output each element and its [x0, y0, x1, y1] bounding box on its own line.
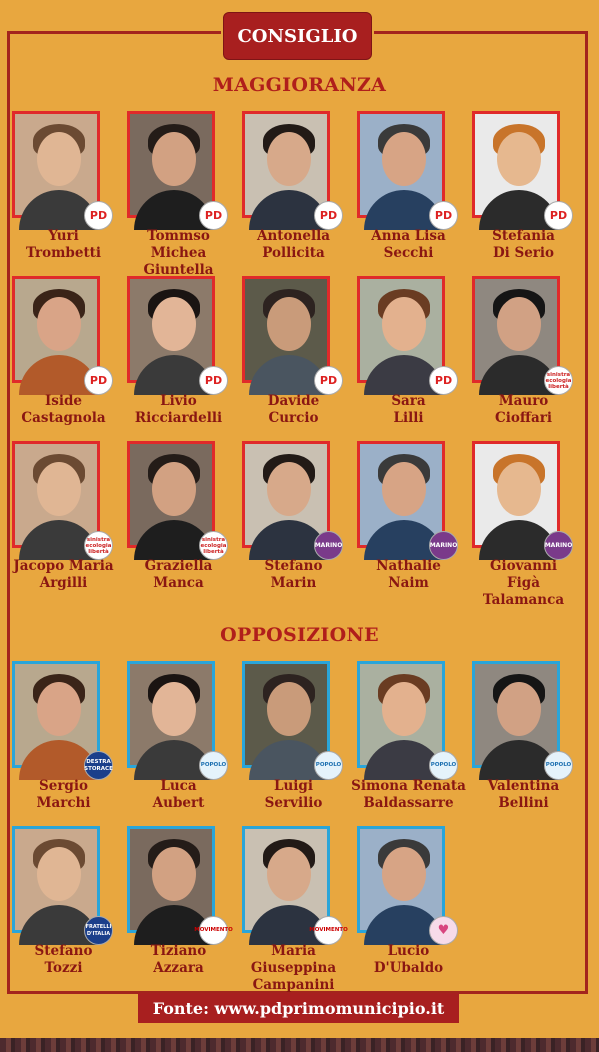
majority-member-card: [351, 276, 466, 426]
member-last-name: Baldassarre: [363, 795, 454, 811]
member-first-name: Maria Giuseppina: [250, 943, 337, 976]
portrait-photo: [242, 111, 330, 218]
opposition-member-card: [351, 661, 466, 811]
member-last-name: Aubert: [152, 795, 205, 811]
member-last-name: Azzara: [153, 960, 204, 976]
party-logo-icon: MARINO: [314, 531, 343, 560]
party-logo-icon: POPOLO: [314, 751, 343, 780]
member-last-name: Marin: [270, 575, 317, 591]
member-name: [121, 393, 236, 427]
party-logo-icon: POPOLO: [544, 751, 573, 780]
party-logo-icon: PD: [84, 366, 113, 395]
majority-member-card: [351, 111, 466, 261]
party-logo-icon: PD: [429, 366, 458, 395]
opposition-member-card: [236, 826, 351, 993]
source-footer: Fonte: www.pdprimomunicipio.it: [138, 993, 459, 1023]
member-last-name: Argilli: [39, 575, 88, 591]
majority-member-card: [6, 276, 121, 426]
member-name: [6, 778, 121, 812]
member-first-name: Nathalie: [376, 558, 441, 574]
party-logo-icon: sinistra ecologia libertà: [544, 366, 573, 395]
member-name: [121, 228, 236, 279]
member-last-name: Servilio: [264, 795, 323, 811]
member-first-name: Sara: [391, 393, 426, 409]
member-name: [466, 778, 581, 812]
portrait-photo: [357, 661, 445, 768]
portrait-photo: [472, 111, 560, 218]
member-last-name: Michea Giuntella: [143, 245, 214, 278]
member-last-name: Trombetti: [25, 245, 102, 261]
portrait-photo: [357, 111, 445, 218]
party-logo-icon: PD: [199, 366, 228, 395]
majority-member-card: [121, 276, 236, 426]
member-last-name: Ricciardelli: [134, 410, 223, 426]
member-name: [121, 778, 236, 812]
member-first-name: Iside: [44, 393, 83, 409]
portrait-photo: [357, 276, 445, 383]
portrait-photo: [242, 826, 330, 933]
member-first-name: Antonella: [257, 228, 330, 244]
party-logo-icon: FRATELLI D'ITALIA: [84, 916, 113, 945]
member-first-name: Stefano: [264, 558, 323, 574]
member-first-name: Jacopo Maria: [13, 558, 114, 574]
member-last-name: Campanini: [252, 977, 335, 993]
member-last-name: Castagnola: [21, 410, 106, 426]
party-logo-icon: PD: [314, 366, 343, 395]
member-first-name: Sergio: [38, 778, 89, 794]
opposition-member-card: [466, 661, 581, 811]
member-last-name: Di Serio: [492, 245, 555, 261]
party-logo-icon: PD: [314, 201, 343, 230]
portrait-photo: [357, 826, 445, 933]
member-name: [6, 228, 121, 262]
majority-member-card: [6, 111, 121, 261]
party-logo-icon: sinistra ecologia libertà: [199, 531, 228, 560]
opposition-member-card: [121, 661, 236, 811]
decorative-strip: [0, 1038, 599, 1052]
member-last-name: Naim: [388, 575, 429, 591]
member-name: [351, 393, 466, 427]
member-name: [236, 228, 351, 262]
portrait-photo: [127, 661, 215, 768]
member-first-name: Luca: [160, 778, 197, 794]
opposition-member-card: [351, 826, 466, 976]
opposition-member-card: [236, 661, 351, 811]
party-logo-icon: PD: [84, 201, 113, 230]
portrait-photo: [472, 661, 560, 768]
member-first-name: Livio: [160, 393, 197, 409]
majority-member-card: [236, 111, 351, 261]
member-name: [236, 558, 351, 592]
member-name: [6, 558, 121, 592]
portrait-photo: [242, 276, 330, 383]
member-last-name: Figà Talamanca: [482, 575, 565, 608]
portrait-photo: [12, 826, 100, 933]
member-name: [236, 943, 351, 994]
portrait-photo: [12, 441, 100, 548]
member-first-name: Stefania: [492, 228, 555, 244]
party-logo-icon: POPOLO: [199, 751, 228, 780]
member-last-name: Secchi: [383, 245, 434, 261]
member-name: [236, 393, 351, 427]
majority-member-card: [236, 276, 351, 426]
member-last-name: Marchi: [36, 795, 91, 811]
member-name: [121, 943, 236, 977]
member-last-name: Curcio: [268, 410, 319, 426]
member-last-name: Manca: [153, 575, 204, 591]
party-logo-icon: ♥: [429, 916, 458, 945]
member-first-name: Stefano: [34, 943, 93, 959]
majority-member-card: [351, 441, 466, 591]
portrait-photo: [12, 661, 100, 768]
member-last-name: Bellini: [498, 795, 549, 811]
portrait-photo: [242, 441, 330, 548]
party-logo-icon: MARINO: [429, 531, 458, 560]
member-name: [351, 778, 466, 812]
page-title: CONSIGLIO: [223, 12, 372, 60]
party-logo-icon: PD: [199, 201, 228, 230]
portrait-photo: [472, 276, 560, 383]
party-logo-icon: PD: [544, 201, 573, 230]
portrait-photo: [127, 826, 215, 933]
opposition-member-card: [6, 661, 121, 811]
opposition-heading: OPPOSIZIONE: [220, 624, 379, 646]
member-first-name: Giovanni: [489, 558, 557, 574]
member-first-name: Simona Renata: [351, 778, 466, 794]
majority-member-card: [6, 441, 121, 591]
party-logo-icon: POPOLO: [429, 751, 458, 780]
majority-member-card: [121, 441, 236, 591]
member-first-name: Graziella: [144, 558, 213, 574]
member-name: [466, 558, 581, 609]
majority-member-card: [236, 441, 351, 591]
member-name: [6, 943, 121, 977]
member-name: [351, 943, 466, 977]
member-first-name: Tiziano: [150, 943, 207, 959]
portrait-photo: [127, 441, 215, 548]
member-first-name: Tommso: [147, 228, 210, 244]
member-first-name: Mauro: [498, 393, 549, 409]
member-last-name: D'Ubaldo: [373, 960, 444, 976]
portrait-photo: [127, 111, 215, 218]
portrait-photo: [472, 441, 560, 548]
member-name: [466, 228, 581, 262]
opposition-member-card: [6, 826, 121, 976]
portrait-photo: [12, 276, 100, 383]
majority-member-card: [121, 111, 236, 278]
member-first-name: Valentina: [487, 778, 560, 794]
member-last-name: Cioffari: [495, 410, 552, 426]
majority-member-card: [466, 276, 581, 426]
party-logo-icon: sinistra ecologia libertà: [84, 531, 113, 560]
party-logo-icon: MOVIMENTO: [199, 916, 228, 945]
portrait-photo: [127, 276, 215, 383]
party-logo-icon: DESTRA STORACE: [84, 751, 113, 780]
member-name: [6, 393, 121, 427]
member-name: [351, 228, 466, 262]
party-logo-icon: PD: [429, 201, 458, 230]
member-last-name: Tozzi: [44, 960, 83, 976]
majority-member-card: [466, 111, 581, 261]
member-first-name: Luigi: [273, 778, 313, 794]
member-first-name: Davide: [267, 393, 320, 409]
member-first-name: Yuri: [48, 228, 79, 244]
portrait-photo: [12, 111, 100, 218]
member-name: [236, 778, 351, 812]
opposition-member-card: [121, 826, 236, 976]
party-logo-icon: MOVIMENTO: [314, 916, 343, 945]
member-first-name: Lucio: [387, 943, 430, 959]
portrait-photo: [357, 441, 445, 548]
member-last-name: Pollicita: [262, 245, 325, 261]
portrait-photo: [242, 661, 330, 768]
member-name: [351, 558, 466, 592]
majority-member-card: [466, 441, 581, 608]
member-name: [466, 393, 581, 427]
member-last-name: Lilli: [393, 410, 424, 426]
majority-heading: MAGGIORANZA: [212, 74, 387, 96]
member-first-name: Anna Lisa: [371, 228, 446, 244]
party-logo-icon: MARINO: [544, 531, 573, 560]
member-name: [121, 558, 236, 592]
